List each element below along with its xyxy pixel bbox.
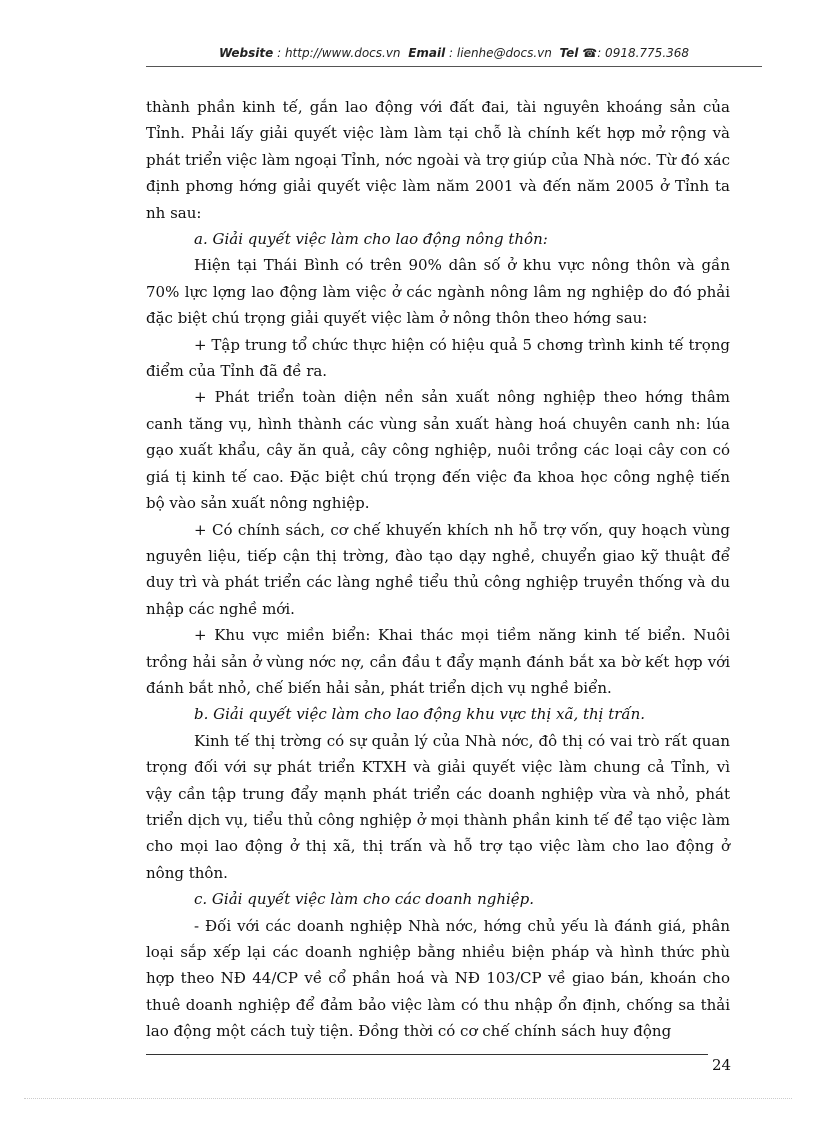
bullet-paragraph: + Khu vực miền biển: Khai thác mọi tiềm năng kinh tế biển. Nuôi trồng hải sản ở vùng nớc nợ, cần đầu t đẩy mạnh đánh bắt xa bờ kết hợp với đánh bắt nhỏ, chế biến hải sản, phát triển dịch vụ nghề biển.: [146, 626, 730, 697]
bullet-paragraph: + Phát triển toàn diện nền sản xuất nông nghiệp theo hớng thâm canh tăng vụ, hình thành các vùng sản xuất hàng hoá chuyên canh nh: lúa gạo xuất khẩu, cây ăn quả, cây công nghiệp, nuôi trồng các loại cây con có giá tị kinh tế cao. Đặc biệt chú trọng đến việc đa khoa học công nghệ tiến bộ vào sản xuất nông nghiệp.: [146, 388, 730, 513]
bullet-paragraph: + Tập trung tổ chức thực hiện có hiệu quả 5 chơng trình kinh tế trọng điểm của Tỉnh đã đề ra.: [146, 335, 730, 381]
page-edge-divider: [24, 1098, 792, 1099]
bullet-paragraph: + Có chính sách, cơ chế khuyến khích nh hỗ trợ vốn, quy hoạch vùng nguyên liệu, tiếp cận thị trờng, đào tạo dạy nghề, chuyển giao kỹ thuật để duy trì và phát triển các làng nghề tiểu thủ công nghiệp truyền thống và du nhập các nghề mới.: [146, 520, 730, 618]
footer-rule: [146, 1054, 708, 1055]
section-heading-a: a. Giải quyết việc làm cho lao động nông thôn:: [194, 230, 548, 249]
paragraph: thành phần kinh tế, gắn lao động với đất đai, tài nguyên khoáng sản của Tỉnh. Phải lấy giải quyết việc làm làm tại chỗ là chính kết hợp mở rộng và phát triển việc làm ngoại Tỉnh, nớc ngoài và trợ giúp của Nhà nớc. Từ đó xác định phơng hớng giải quyết việc làm năm 2001 và đến năm 2005 ở Tỉnh ta nh sau:: [146, 98, 730, 222]
tel-value: : 0918.775.368: [597, 46, 690, 60]
tel-label: Tel: [559, 46, 579, 60]
document-body: [146, 94, 730, 1045]
paragraph: Kinh tế thị trờng có sự quản lý của Nhà nớc, đô thị có vai trò rất quan trọng đối với sự phát triển KTXH và giải quyết việc làm chung cả Tỉnh, vì vậy cần tập trung đẩy mạnh phát triển các doanh nghiệp vừa và nhỏ, phát triển dịch vụ, tiểu thủ công nghiệp ở mọi thành phần kinh tế để tạo việc làm cho mọi lao động ở thị xã, thị trấn và hỗ trợ tạo việc làm cho lao động ở nông thôn.: [146, 731, 730, 882]
page-number: 24: [712, 1056, 732, 1074]
email-value: : lienhe@docs.vn: [449, 46, 552, 60]
section-heading-b: b. Giải quyết việc làm cho lao động khu vực thị xã, thị trấn.: [194, 705, 646, 724]
email-label: Email: [408, 46, 446, 60]
website-value: : http://www.docs.vn: [277, 46, 401, 60]
paragraph: Hiện tại Thái Bình có trên 90% dân số ở khu vực nông thôn và gần 70% lực lợng lao động làm việc ở các ngành nông lâm ng nghiệp do đó phải đặc biệt chú trọng giải quyết việc làm ở nông thôn theo hớng sau:: [146, 256, 730, 328]
phone-icon: ☎: [582, 46, 598, 60]
paragraph: - Đối với các doanh nghiệp Nhà nớc, hớng chủ yếu là đánh giá, phân loại sắp xếp lại các doanh nghiệp bằng nhiều biện pháp và hình thức phù hợp theo NĐ 44/CP về cổ phần hoá và NĐ 103/CP về giao bán, khoán cho thuê doanh nghiệp để đảm bảo việc làm có thu nhập ổn định, chống sa thải lao động một cách tuỳ tiện. Đồng thời có cơ chế chính sách huy động: [146, 916, 730, 1041]
website-label: Website: [218, 46, 274, 60]
section-heading-c: c. Giải quyết việc làm cho các doanh nghiệp.: [194, 890, 535, 909]
page-header: [146, 46, 762, 67]
